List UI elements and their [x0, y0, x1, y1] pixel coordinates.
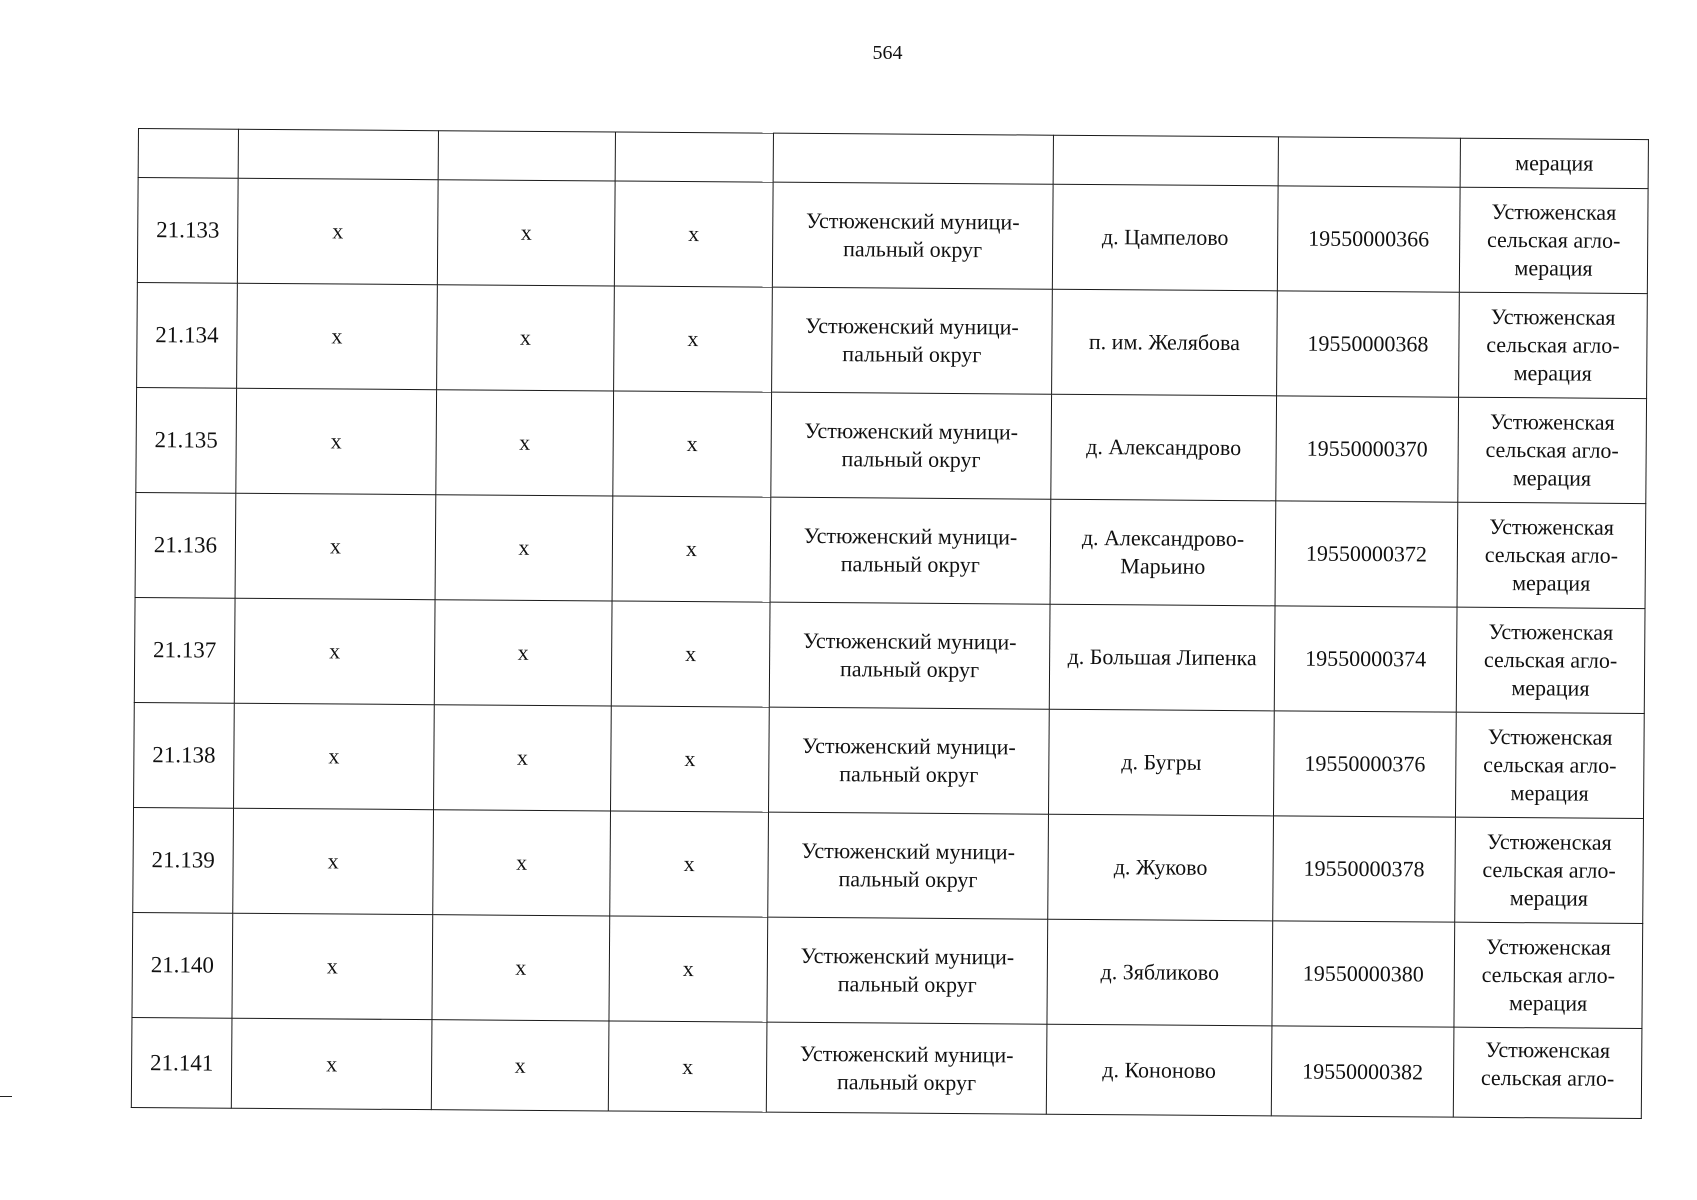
cell-mark: х	[237, 283, 438, 389]
district-line-1: Устюженский муници-	[801, 837, 1016, 865]
cell-settlement	[1049, 604, 1275, 711]
district-line-1: Устюженский муници-	[803, 522, 1018, 550]
cell-code: 19550000370	[1276, 396, 1459, 502]
cell-mark: х	[436, 390, 614, 496]
agglomeration-line-1: Устюженская	[1489, 408, 1615, 435]
cell-mark: х	[233, 808, 434, 914]
cell-mark: х	[614, 286, 773, 392]
table-row	[135, 492, 1646, 608]
agglomeration-line-1: Устюженская	[1486, 933, 1611, 960]
district-line-1: Устюженский муници-	[805, 207, 1020, 235]
cell-code: 19550000366	[1277, 186, 1460, 292]
settlement-line-1: д. Александрово-	[1081, 524, 1245, 552]
cell-code: 19550000382	[1271, 1026, 1454, 1117]
agglomeration-line-3: мерация	[1509, 885, 1589, 911]
cell-mark: х	[434, 705, 612, 811]
cell-settlement	[1048, 814, 1274, 921]
agglomeration-line-2: сельская агло-	[1486, 331, 1620, 358]
agglomeration-line-3: мерация	[1513, 360, 1592, 386]
cell-settlement	[1052, 289, 1278, 396]
cell-settlement	[1052, 184, 1278, 291]
cell-empty	[438, 131, 615, 181]
cell-mark: х	[234, 598, 435, 704]
settlement-line-1: д. Большая Липенка	[1067, 643, 1257, 671]
district-line-1: Устюженский муници-	[804, 417, 1019, 445]
cell-agglomeration	[1455, 712, 1644, 818]
cell-settlement	[1046, 1024, 1272, 1116]
cell-mark: х	[435, 495, 613, 601]
settlement-line-1: д. Цампелово	[1101, 224, 1229, 250]
cell-district	[768, 812, 1049, 919]
district-line-2: пальный округ	[836, 1068, 977, 1095]
margin-dash	[0, 1096, 12, 1097]
district-line-2: пальный округ	[839, 761, 979, 788]
cell-agglomeration	[1457, 502, 1646, 608]
cell-number: 21.140	[132, 912, 233, 1018]
district-line-1: Устюженский муници-	[799, 1040, 1014, 1067]
cell-mark: х	[612, 496, 771, 602]
cell-empty	[1053, 135, 1278, 186]
settlement-line-1: д. Жуково	[1113, 854, 1208, 880]
agglomeration-line-2: сельская агло-	[1480, 1064, 1615, 1091]
cell-empty	[138, 129, 238, 179]
cell-district	[769, 602, 1050, 709]
cell-number: 21.136	[135, 492, 236, 598]
agglomeration-line-3: мерация	[1510, 780, 1589, 806]
cell-agglomeration	[1455, 817, 1644, 923]
cell-mark: х	[611, 601, 770, 707]
cell-number: 21.141	[131, 1017, 232, 1108]
cell-district	[770, 497, 1051, 604]
cell-district	[769, 707, 1050, 814]
agglomeration-line-2: сельская агло-	[1486, 226, 1621, 253]
cell-district	[771, 392, 1052, 499]
cell-agglomeration	[1456, 607, 1645, 713]
cell-mark: х	[232, 913, 433, 1019]
cell-settlement	[1047, 919, 1273, 1026]
cell-agglomeration	[1459, 187, 1648, 293]
cell-agglomeration	[1459, 292, 1648, 398]
district-line-1: Устюженский муници-	[802, 627, 1017, 655]
cell-settlement	[1048, 709, 1274, 816]
cell-number: 21.139	[133, 807, 234, 913]
agglomeration-line-1: Устюженская	[1485, 1036, 1611, 1063]
district-line-2: пальный округ	[842, 341, 982, 368]
settlement-line-1: д. Зябликово	[1100, 959, 1220, 985]
table-row	[137, 178, 1648, 294]
table-row	[134, 702, 1645, 818]
cell-mark: х	[236, 388, 437, 494]
cell-number: 21.138	[134, 702, 235, 808]
table-row	[133, 807, 1644, 923]
cell-empty	[238, 129, 438, 179]
agglomeration-line-1: Устюженская	[1489, 513, 1615, 540]
district-line-2: пальный округ	[843, 236, 983, 263]
cell-mark: х	[431, 1020, 609, 1111]
cell-agglomeration	[1458, 397, 1647, 503]
agglomeration-line-3: мерация	[1514, 255, 1593, 281]
cell-mark: х	[437, 180, 615, 286]
settlement-line-1: д. Бугры	[1121, 749, 1202, 775]
cell-mark: х	[235, 493, 436, 599]
settlement-line-1: д. Александрово	[1086, 433, 1242, 461]
cell-mark: х	[434, 600, 612, 706]
cell-settlement	[1051, 394, 1277, 501]
district-line-2: пальный округ	[839, 656, 980, 683]
cell-mark: х	[433, 810, 611, 916]
agglomeration-line-1: Устюженская	[1487, 723, 1613, 750]
cell-district	[772, 182, 1053, 289]
cell-code: 19550000378	[1273, 816, 1456, 922]
page-number: 564	[872, 42, 903, 64]
cell-mark: х	[609, 916, 768, 1022]
cell-agglomeration	[1453, 1027, 1642, 1118]
cell-number: 21.137	[134, 597, 235, 703]
cell-code: 19550000368	[1277, 291, 1460, 397]
district-line-2: пальный округ	[840, 551, 980, 578]
agglomeration-line-2: сельская агло-	[1481, 961, 1616, 988]
cell-code: 19550000374	[1274, 606, 1457, 712]
district-line-2: пальный округ	[838, 866, 978, 893]
table-row	[137, 282, 1648, 398]
agglomeration-line-3: мерация	[1512, 465, 1592, 491]
table-row	[131, 1017, 1642, 1118]
cell-empty	[773, 133, 1053, 184]
cell-mark: х	[432, 915, 610, 1021]
cell-mark: х	[234, 703, 435, 809]
agglomeration-line-1: Устюженская	[1486, 828, 1612, 855]
district-line-2: пальный округ	[837, 971, 977, 998]
cell-mark: х	[608, 1021, 767, 1112]
district-line-1: Устюженский муници-	[805, 312, 1019, 340]
agglomeration-line-1: Устюженская	[1491, 198, 1617, 225]
cell-agglomeration	[1454, 922, 1643, 1028]
district-line-1: Устюженский муници-	[802, 732, 1016, 760]
cell-mark: х	[610, 811, 769, 917]
cell-mark: х	[614, 181, 773, 287]
cell-district	[766, 1022, 1047, 1114]
district-line-2: пальный округ	[841, 446, 981, 473]
cell-code: 19550000372	[1275, 501, 1458, 607]
settlement-line-1: п. им. Желябова	[1088, 328, 1241, 356]
cell-district	[772, 287, 1053, 394]
cell-mark: х	[613, 391, 772, 497]
cell-code: 19550000380	[1272, 921, 1455, 1027]
cell-empty	[1278, 137, 1460, 187]
agglomeration-line-2: сельская агло-	[1484, 541, 1619, 568]
agglomeration-line-3: мерация	[1512, 570, 1591, 596]
cell-mark: х	[611, 706, 770, 812]
cell-mark: х	[231, 1018, 432, 1109]
agglomeration-line-3: мерация	[1511, 675, 1590, 701]
cell-number: 21.134	[137, 282, 238, 388]
agglomeration-line-2: сельская агло-	[1483, 751, 1617, 778]
settlement-line-2: Марьино	[1120, 553, 1206, 579]
cell-code: 19550000376	[1273, 711, 1456, 817]
settlement-line-1: д. Кононово	[1102, 1056, 1216, 1083]
district-line-1: Устюженский муници-	[800, 942, 1015, 970]
cell-mark: х	[237, 178, 438, 284]
agglomeration-line-1: Устюженская	[1488, 618, 1614, 645]
agglomeration-line-2: сельская агло-	[1482, 856, 1616, 883]
agglomeration-line-1: Устюженская	[1490, 303, 1616, 330]
table-row	[132, 912, 1643, 1028]
cell-district	[767, 917, 1048, 1024]
cell-agglomeration-tail: мерация	[1460, 138, 1648, 188]
settlements-table	[131, 128, 1649, 1119]
cell-mark: х	[437, 285, 615, 391]
cell-settlement	[1050, 499, 1276, 606]
agglomeration-line-2: сельская агло-	[1483, 646, 1618, 673]
cell-empty	[615, 132, 773, 182]
cell-number: 21.133	[137, 178, 238, 284]
table-row	[134, 597, 1645, 713]
cell-number: 21.135	[136, 387, 237, 493]
table-row	[136, 387, 1647, 503]
agglomeration-line-3: мерация	[1508, 990, 1588, 1016]
agglomeration-line-2: сельская агло-	[1485, 436, 1619, 463]
